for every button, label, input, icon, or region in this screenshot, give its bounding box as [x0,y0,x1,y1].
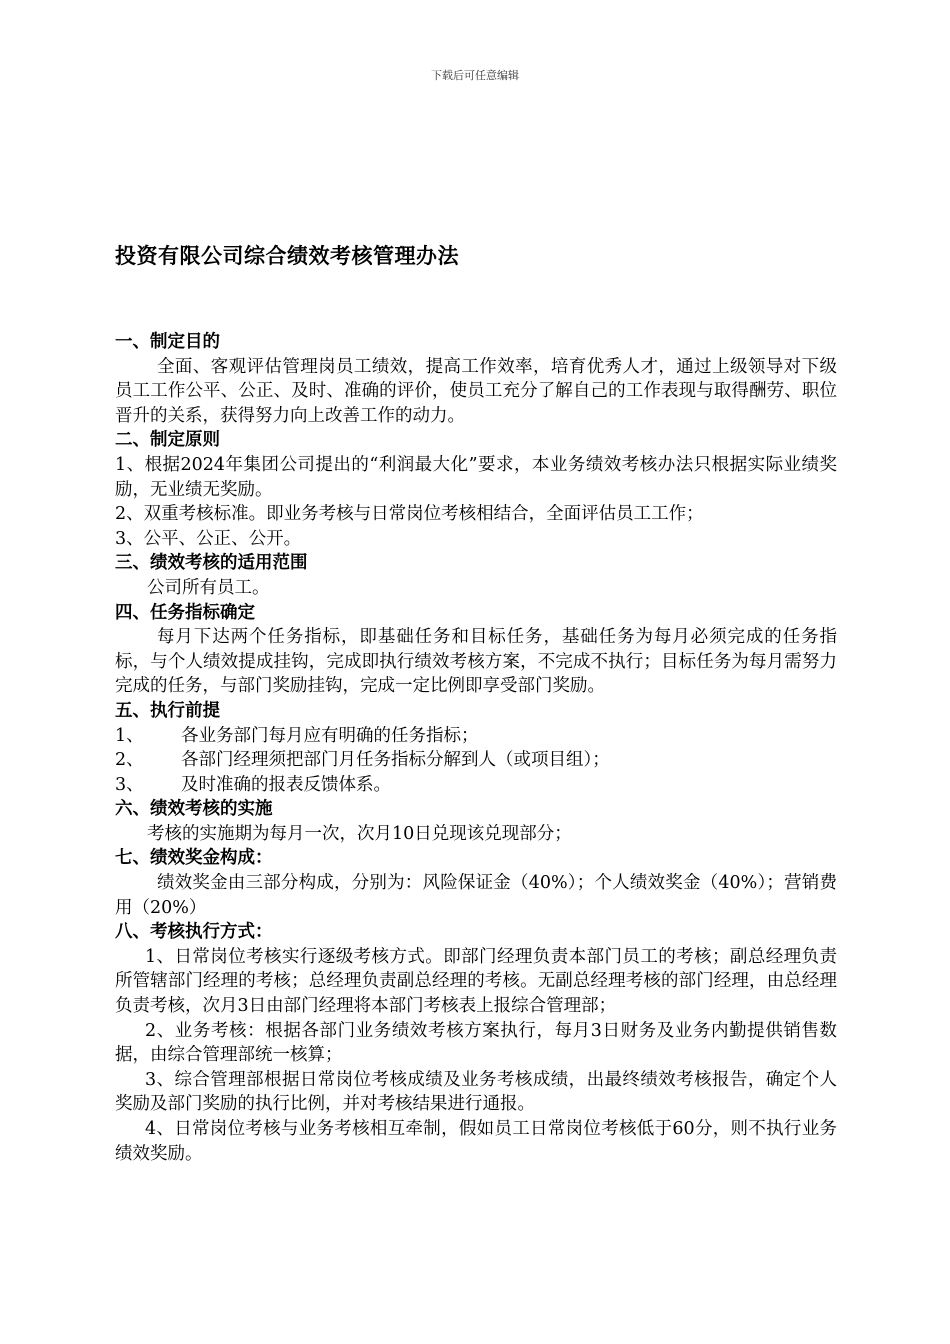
paragraph: 2、业务考核：根据各部门业务绩效考核方案执行，每月3日财务及业务内勤提供销售数据，由综合管理部统一核算； [115,1020,837,1066]
list-item-number: 1、 [115,725,144,746]
paragraph: 每月下达两个任务指标，即基础任务和目标任务，基础任务为每月必须完成的任务指标，与个人绩效提成挂钩，完成即执行绩效考核方案，不完成不执行；目标任务为每月需努力完成的任务，与部门奖励挂钩，完成一定比例即享受部门奖励。 [115,627,837,697]
paragraph: 考核的实施期为每月一次，次月10日兑现该兑现部分； [147,823,572,844]
list-item-text: 及时准确的报表反馈体系。 [181,774,391,795]
paragraph: 1、日常岗位考核实行逐级考核方式。即部门经理负责本部门员工的考核；副总经理负责所管辖部门经理的考核；总经理负责副总经理的考核。无副总经理考核的部门经理，由总经理负责考核，次月3日由部门经理将本部门考核表上报综合管理部； [115,946,837,1017]
paragraph: 公司所有员工。 [147,577,270,598]
paragraph: 全面、客观评估管理岗员工绩效，提高工作效率，培育优秀人才，通过上级领导对下级员工工作公平、公正、及时、准确的评价，使员工充分了解自己的工作表现与取得酬劳、职位晋升的关系，获得努力向上改善工作的动力。 [115,356,837,426]
list-item-text: 各部门经理须把部门月任务指标分解到人（或项目组）； [181,750,610,771]
section-heading: 六、绩效考核的实施 [115,799,273,820]
list-item-text: 各业务部门每月应有明确的任务指标； [181,725,479,746]
section-heading: 一、制定目的 [115,332,220,352]
paragraph: 2、双重考核标准。即业务考核与日常岗位考核相结合，全面评估员工工作； [115,504,704,525]
section-heading: 八、考核执行方式： [115,922,273,943]
page-header-note: 下载后可任意编辑 [431,69,519,82]
paragraph: 1、根据2024年集团公司提出的“利润最大化”要求，本业务绩效考核办法只根据实际业绩奖励，无业绩无奖励。 [115,454,837,500]
paragraph: 绩效奖金由三部分构成，分别为：风险保证金（40%）；个人绩效奖金（40%）；营销费用（20%） [115,873,837,918]
list-item-number: 3、 [115,774,144,795]
section-heading: 三、绩效考核的适用范围 [115,553,308,574]
paragraph: 3、综合管理部根据日常岗位考核成绩及业务考核成绩，出最终绩效考核报告，确定个人奖励及部门奖励的执行比例，并对考核结果进行通报。 [115,1069,837,1115]
list-item [115,773,837,798]
list-item [115,724,837,749]
document-body [115,330,837,1166]
document-title: 投资有限公司综合绩效考核管理办法 [115,244,459,268]
paragraph: 3、公平、公正、公开。 [115,528,302,549]
section-heading: 四、任务指标确定 [115,602,255,623]
paragraph: 4、日常岗位考核与业务考核相互牵制，假如员工日常岗位考核低于60分，则不执行业务绩效奖励。 [115,1119,837,1164]
list-item [115,748,837,773]
section-heading: 五、执行前提 [115,700,220,721]
list-item-number: 2、 [115,750,144,771]
section-heading: 七、绩效奖金构成： [115,848,273,869]
section-heading: 二、制定原则 [115,430,220,451]
